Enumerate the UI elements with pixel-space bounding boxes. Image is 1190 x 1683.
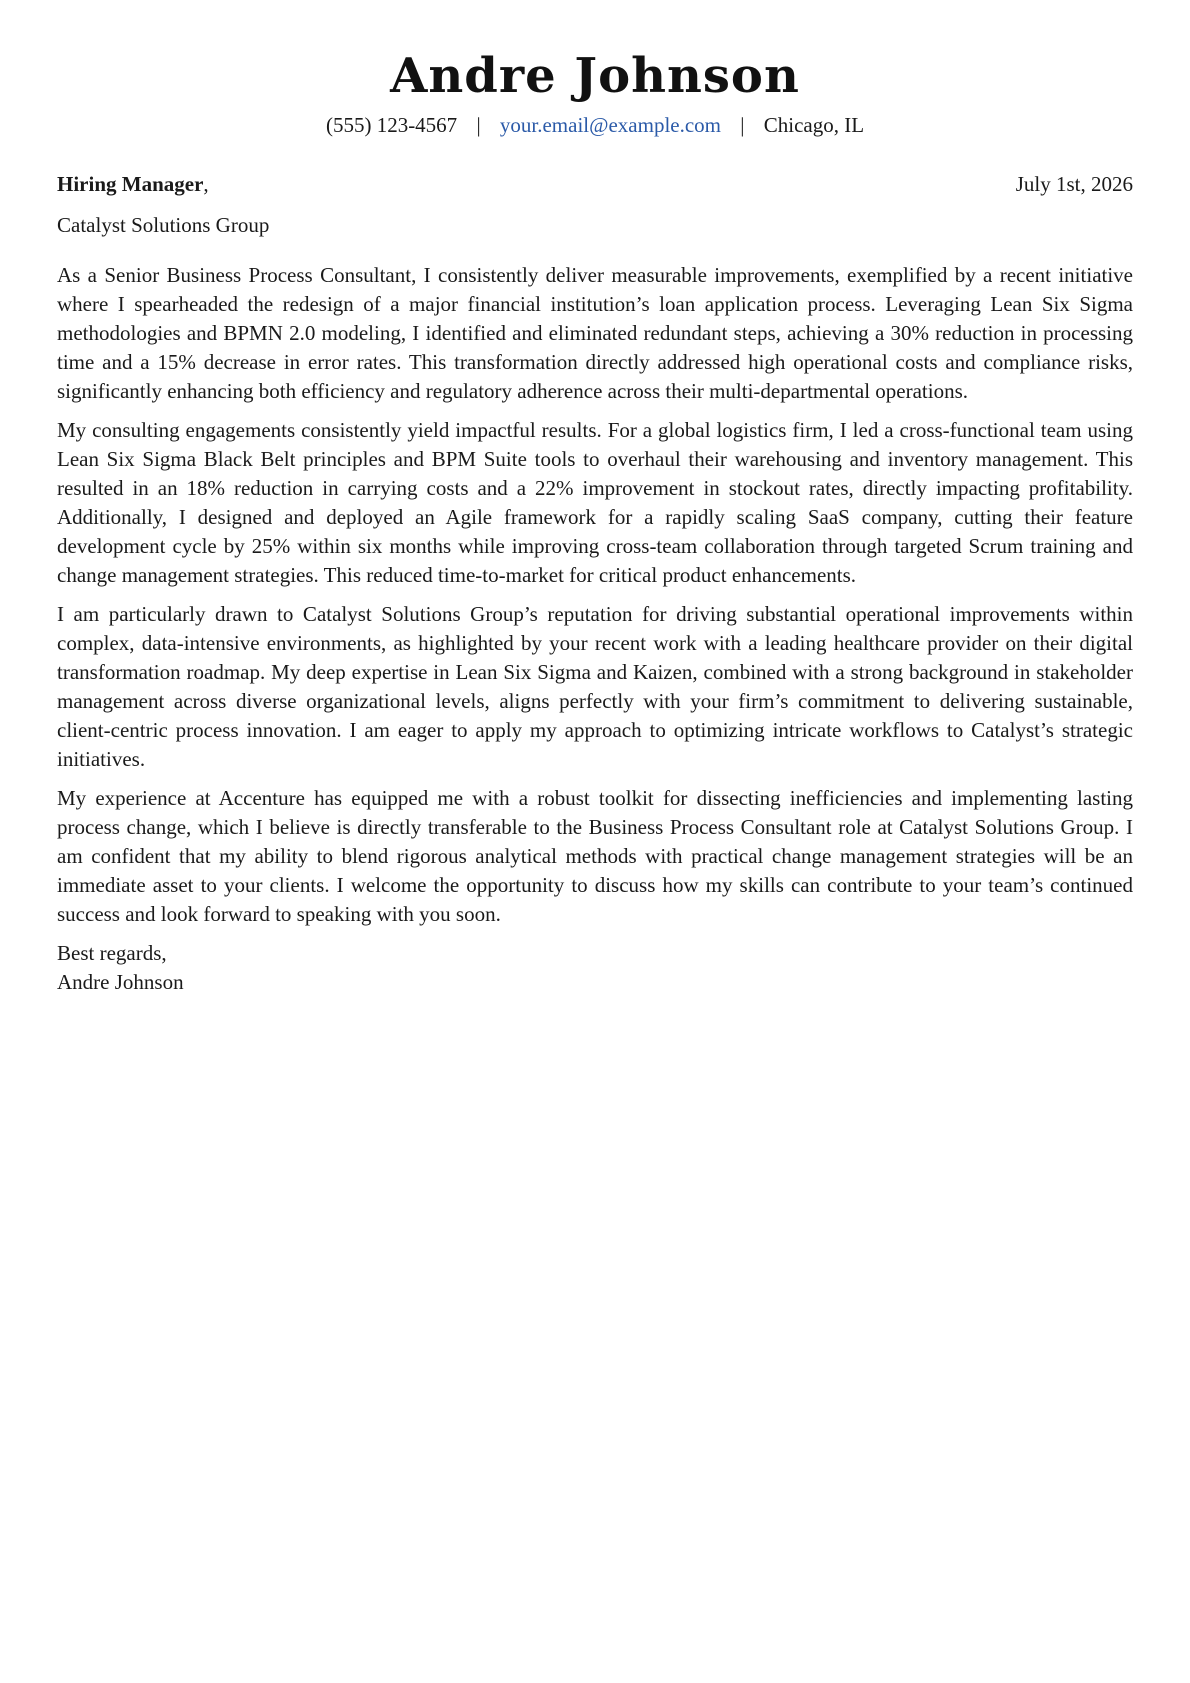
body-paragraph: My experience at Accenture has equipped me with a robust toolkit for dissecting inefficiencies and implementing lasting process change, which I believe is directly transferable to the Business Process Consultant role at Catalyst Solutions Group. I am confident that my ability to blend rigorous analytical methods with practical change management strategies will be an immediate asset to your clients. I welcome the opportunity to discuss how my skills can contribute to your team’s continued success and look forward to speaking with you soon. xyxy=(57,786,1133,926)
closing-salutation: Best regards, xyxy=(57,941,167,965)
contact-line xyxy=(57,112,1133,138)
email-link[interactable]: your.email@example.com xyxy=(499,113,722,137)
recipient-name: Hiring Manager xyxy=(57,172,204,196)
body-paragraph: My consulting engagements consistently yield impactful results. For a global logistics firm, I led a cross-functional team using Lean Six Sigma Black Belt principles and BPM Suite tools to overhaul their warehousing and inventory management. This resulted in an 18% reduction in carrying costs and a 22% improvement in stockout rates, directly impacting profitability. Additionally, I designed and deployed an Agile framework for a rapidly scaling SaaS company, cutting their feature development cycle by 25% within six months while improving cross-team collaboration through targeted Scrum training and change management strategies. This reduced time-to-market for critical product enhancements. xyxy=(57,418,1133,587)
signature-name: Andre Johnson xyxy=(57,970,184,994)
letter-body xyxy=(57,261,1133,929)
letter-closing xyxy=(57,939,1133,997)
contact-separator: | xyxy=(740,113,745,137)
phone-number: (555) 123-4567 xyxy=(325,113,458,137)
contact-separator: | xyxy=(476,113,481,137)
recipient-greeting xyxy=(57,170,209,198)
recipient-company: Catalyst Solutions Group xyxy=(57,213,270,237)
body-paragraph: As a Senior Business Process Consultant, I consistently deliver measurable improvements, exemplified by a recent initiative where I spearheaded the redesign of a major financial institution’s loan application process. Leveraging Lean Six Sigma methodologies and BPMN 2.0 modeling, I identified and eliminated redundant steps, achieving a 30% reduction in processing time and a 15% decrease in error rates. This transformation directly addressed high operational costs and compliance risks, significantly enhancing both efficiency and regulatory adherence across their multi-departmental operations. xyxy=(57,263,1133,403)
letter-date: July 1st, 2026 xyxy=(1015,172,1133,196)
recipient-row xyxy=(57,170,1133,198)
body-paragraph: I am particularly drawn to Catalyst Solutions Group’s reputation for driving substantial operational improvements within complex, data-intensive environments, as highlighted by your recent work with a leading healthcare provider on their digital transformation roadmap. My deep expertise in Lean Six Sigma and Kaizen, combined with a strong background in stakeholder management across diverse organizational levels, aligns perfectly with your firm’s commitment to delivering sustainable, client-centric process innovation. I am eager to apply my approach to optimizing intricate workflows to Catalyst’s strategic initiatives. xyxy=(57,602,1133,771)
applicant-name: Andre Johnson xyxy=(390,48,800,104)
recipient-name-suffix: , xyxy=(203,172,209,196)
location: Chicago, IL xyxy=(763,113,865,137)
